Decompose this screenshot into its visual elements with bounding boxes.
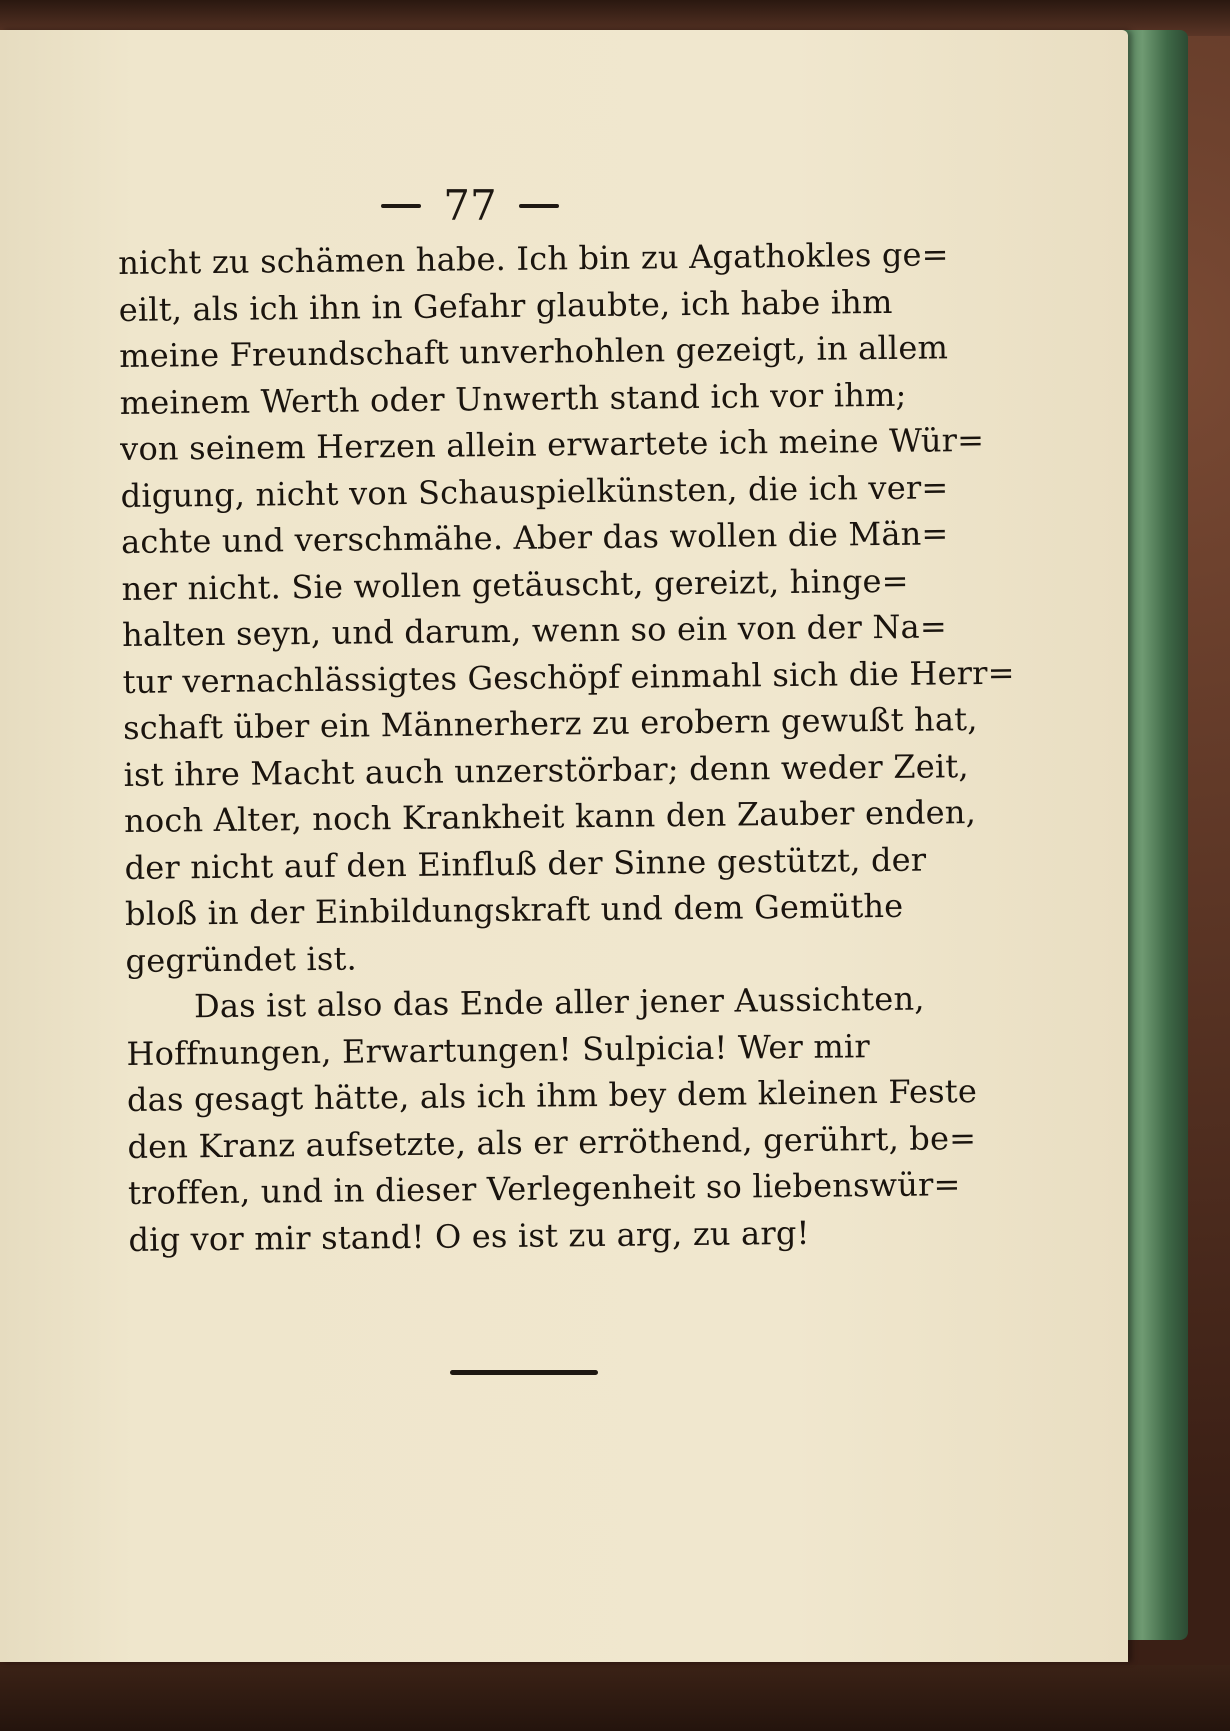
text-line: ner nicht. Sie wollen getäuscht, gereizt, hinge= — [121, 561, 909, 608]
cover-bottom-edge — [0, 1665, 1230, 1731]
text-line: bloß in der Einbildungskraft und dem Gemüthe — [124, 886, 904, 933]
text-line: achte und verschmähe. Aber das wollen die Män= — [120, 514, 949, 561]
page-header — [360, 176, 580, 236]
text-line: den Kranz aufsetzte, als er erröthend, gerührt, be= — [127, 1118, 977, 1166]
header-left-dash — [381, 204, 421, 208]
text-line: nicht zu schämen habe. Ich bin zu Agathokles ge= — [118, 235, 949, 282]
page-edges-green — [1118, 30, 1188, 1640]
text-line: eilt, als ich ihn in Gefahr glaubte, ich habe ihm — [118, 282, 893, 329]
text-line: von seinem Herzen allein erwartete ich meine Wür= — [119, 420, 985, 468]
page-number: 77 — [443, 181, 497, 230]
text-line: halten seyn, und darum, wenn so ein von der Na= — [121, 607, 948, 654]
text-line: schaft über ein Männerherz zu erobern gewußt hat, — [122, 700, 978, 747]
text-line: tur vernachlässigtes Geschöpf einmahl sich die Herr= — [122, 653, 1015, 701]
text-line: troffen, und in dieser Verlegenheit so liebenswür= — [127, 1165, 961, 1212]
text-line: meine Freundschaft unverhohlen gezeigt, in allem — [119, 328, 949, 375]
text-line: Hoffnungen, Erwartungen! Sulpicia! Wer mir — [126, 1026, 871, 1073]
end-rule — [450, 1370, 598, 1375]
text-line: gegründet ist. — [125, 939, 358, 980]
paragraph-start-line: Das ist also das Ende aller jener Aussichten, — [193, 979, 925, 1026]
body-text — [118, 232, 1015, 1263]
text-line: ist ihre Macht auch unzerstörbar; denn weder Zeit, — [123, 746, 969, 794]
text-line: digung, nicht von Schauspielkünsten, die ich ver= — [120, 467, 949, 515]
text-line: meinem Werth oder Unwerth stand ich vor ihm; — [119, 375, 907, 422]
text-line: dig vor mir stand! O es ist zu arg, zu arg! — [128, 1213, 810, 1259]
text-line: das gesagt hätte, als ich ihm bey dem kleinen Feste — [126, 1072, 978, 1119]
text-line: der nicht auf den Einfluß der Sinne gestützt, der — [124, 840, 927, 887]
header-right-dash — [519, 204, 559, 208]
text-line: noch Alter, noch Krankheit kann den Zauber enden, — [123, 793, 977, 840]
